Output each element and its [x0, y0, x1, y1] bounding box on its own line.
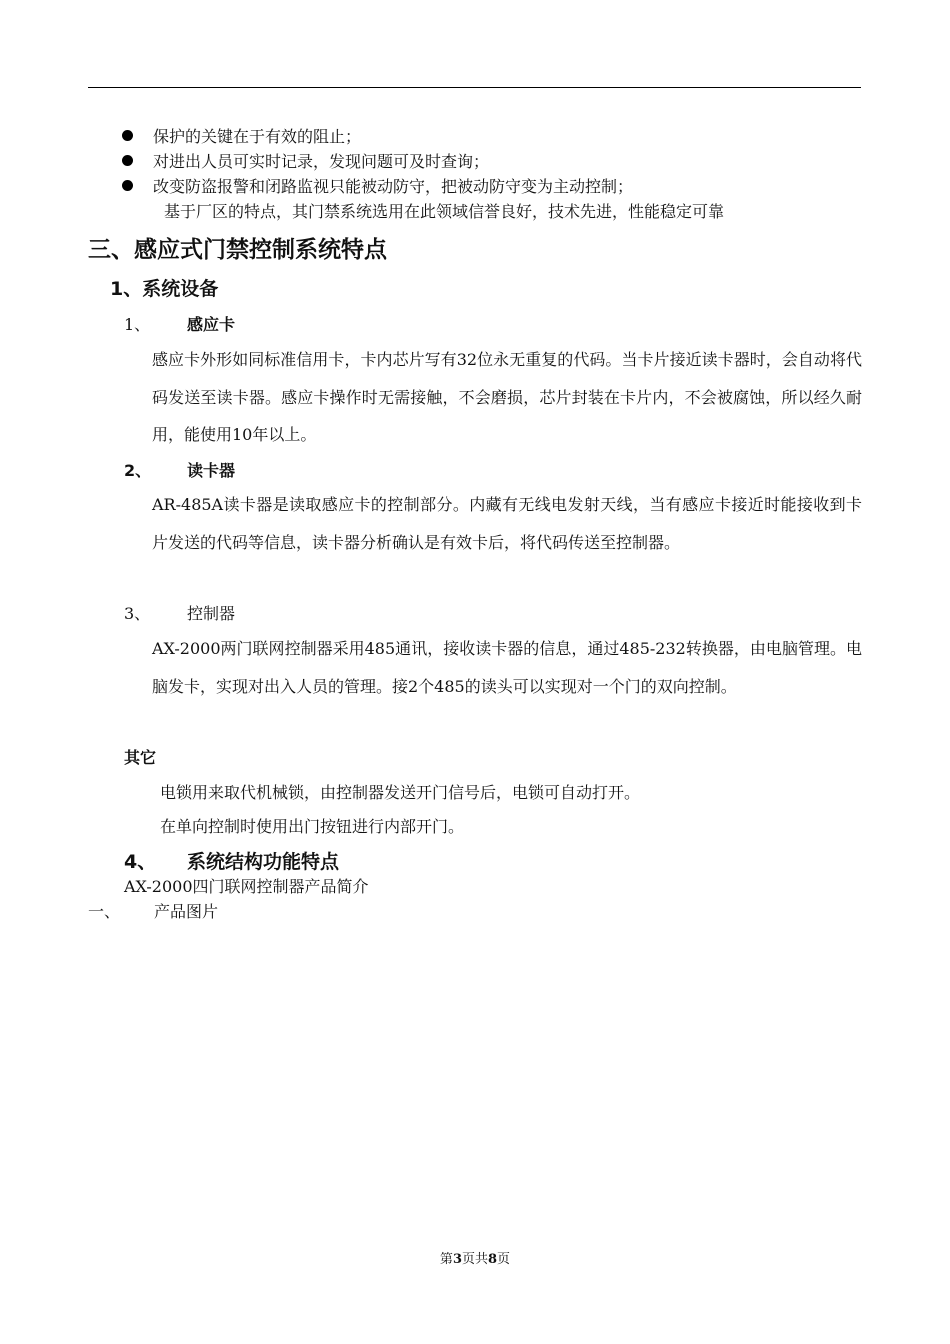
item-number: 2、: [124, 461, 152, 480]
item-number: 3、: [124, 604, 151, 623]
other-title: 其它: [124, 748, 157, 767]
item-body: 感应卡外形如同标准信用卡，卡内芯片写有32位永无重复的代码。当卡片接近读卡器时，会自动将代码发送至读卡器。感应卡操作时无需接触，不会磨损，芯片封装在卡片内，不会被腐蚀，所以经久耐用，能使用10年以上。: [152, 350, 862, 444]
section-title: 三、感应式门禁控制系统特点: [88, 237, 387, 263]
item-body: AR-485A读卡器是读取感应卡的控制部分。内藏有无线电发射天线，当有感应卡接近时能接收到卡片发送的代码等信息，读卡器分析确认是有效卡后，将代码传送至控制器。: [152, 495, 862, 552]
subsection-title: 1、系统设备: [110, 278, 219, 300]
bullet-icon: [122, 180, 133, 191]
bullet-icon: [122, 130, 133, 141]
other-line: 电锁用来取代机械锁，由控制器发送开门信号后，电锁可自动打开。: [160, 783, 641, 802]
other-line: 在单向控制时使用出门按钮进行内部开门。: [160, 817, 465, 836]
footer-prefix: 第: [439, 1252, 453, 1267]
footer-total-pages: 8: [488, 1252, 498, 1267]
bullet-text: 保护的关键在于有效的阻止；: [153, 127, 362, 146]
bullet-text: 对进出人员可实时记录，发现问题可及时查询；: [153, 152, 490, 171]
footer-page-number: 3: [452, 1252, 462, 1267]
bullet-icon: [122, 155, 133, 166]
bullet-item: [122, 151, 489, 173]
footer-middle: 页共: [461, 1252, 488, 1267]
item-body: AX-2000两门联网控制器采用485通讯，接收读卡器的信息，通过485-232转换器，由电脑管理。电脑发卡，实现对出入人员的管理。接2个485的读头可以实现对一个门的双向控制。: [152, 639, 862, 696]
bullet-text: 改变防盗报警和闭路监视只能被动防守，把被动防守变为主动控制；: [153, 177, 634, 196]
bullet-item: [122, 126, 361, 148]
page-footer: [0, 1248, 950, 1267]
item-number: 4、: [124, 851, 157, 873]
item-title: 感应卡: [187, 315, 236, 334]
intro-line: 基于厂区的特点，其门禁系统选用在此领域信誉良好，技术先进，性能稳定可靠: [164, 202, 725, 221]
item-title: 系统结构功能特点: [187, 851, 340, 873]
bullet-item: [122, 176, 633, 198]
product-intro: AX-2000四门联网控制器产品简介: [124, 877, 369, 896]
header-rule: [88, 87, 861, 88]
item-title: 读卡器: [187, 461, 236, 480]
footer-suffix: 页: [497, 1252, 511, 1267]
item-number: 1、: [124, 315, 151, 334]
item-title: 控制器: [187, 604, 236, 623]
product-section-title: 产品图片: [154, 902, 219, 921]
product-section-number: 一、: [88, 902, 121, 921]
